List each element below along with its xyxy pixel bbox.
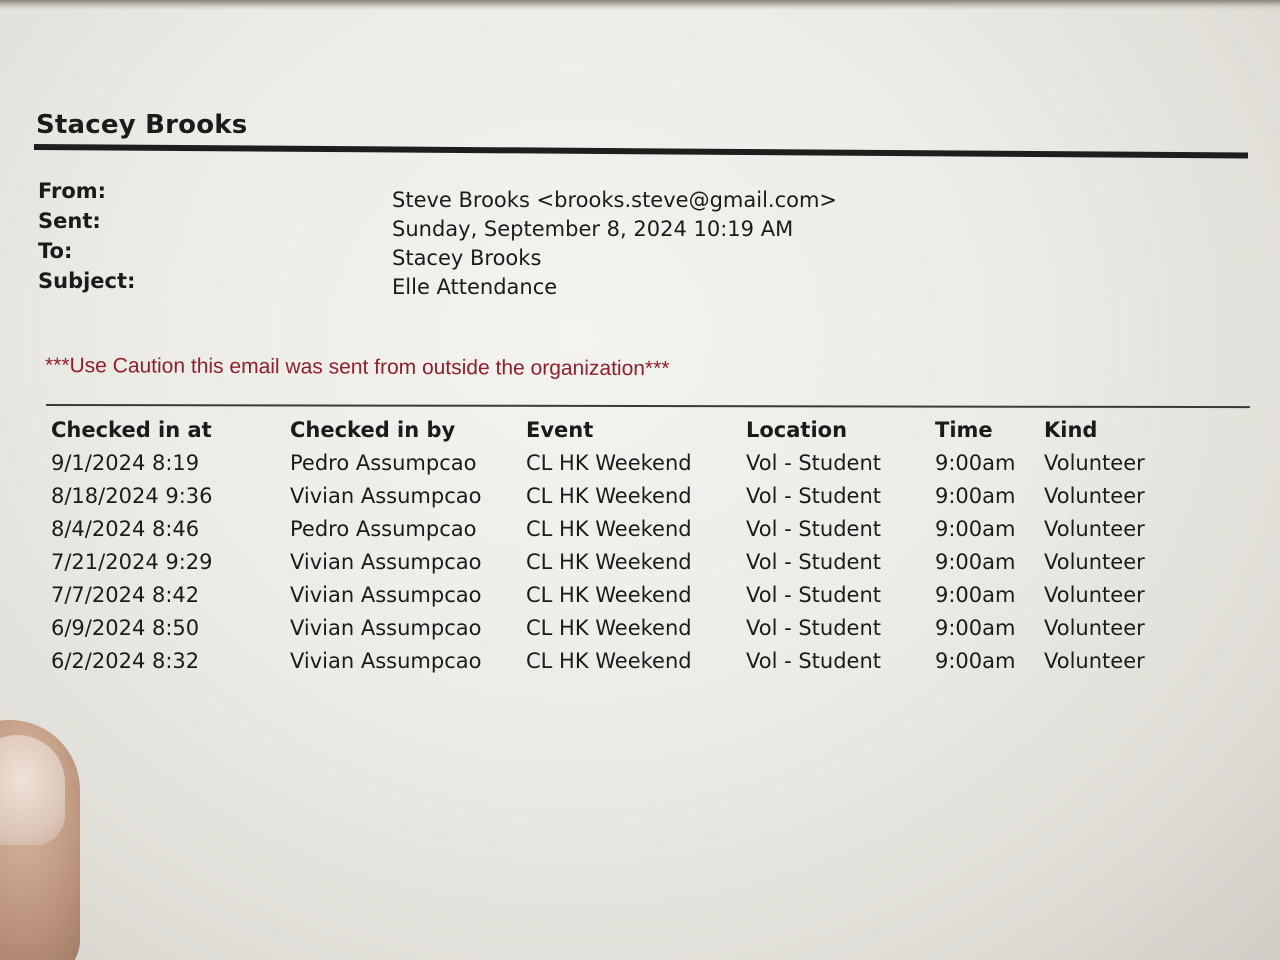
- event-cell: CL HK Weekend: [526, 616, 692, 640]
- table-row: [0, 517, 1280, 550]
- column-header: Checked in by: [290, 418, 456, 442]
- external-email-warning: ***Use Caution this email was sent from outside the organization***: [44, 354, 670, 381]
- checked-in-by-cell: Vivian Assumpcao: [290, 616, 482, 640]
- column-header: Kind: [1044, 418, 1098, 442]
- checked-in-at-cell: 7/7/2024 8:42: [51, 583, 200, 607]
- checked-in-at-cell: 6/2/2024 8:32: [51, 649, 200, 673]
- from-value: Steve Brooks <brooks.steve@gmail.com>: [392, 188, 838, 212]
- table-divider: [46, 404, 1250, 408]
- subject-label: Subject:: [38, 269, 136, 293]
- location-cell: Vol - Student: [746, 649, 882, 673]
- checked-in-at-cell: 7/21/2024 9:29: [51, 550, 213, 574]
- location-cell: Vol - Student: [746, 484, 882, 508]
- kind-cell: Volunteer: [1044, 484, 1145, 508]
- location-cell: Vol - Student: [746, 451, 882, 475]
- attendance-table: [0, 418, 1280, 682]
- kind-cell: Volunteer: [1044, 550, 1145, 574]
- event-cell: CL HK Weekend: [526, 517, 692, 541]
- location-cell: Vol - Student: [746, 616, 882, 640]
- page-title: Stacey Brooks: [36, 110, 248, 140]
- kind-cell: Volunteer: [1044, 451, 1145, 475]
- checked-in-at-cell: 9/1/2024 8:19: [51, 451, 200, 475]
- checked-in-by-cell: Vivian Assumpcao: [290, 583, 482, 607]
- kind-cell: Volunteer: [1044, 649, 1145, 673]
- time-cell: 9:00am: [935, 451, 1016, 475]
- email-header-labels: [38, 176, 135, 296]
- column-header: Time: [935, 418, 993, 442]
- table-row: [0, 583, 1280, 616]
- column-header: Location: [746, 418, 848, 442]
- location-cell: Vol - Student: [746, 583, 882, 607]
- time-cell: 9:00am: [935, 517, 1016, 541]
- sent-label: Sent:: [38, 209, 101, 233]
- kind-cell: Volunteer: [1044, 616, 1145, 640]
- checked-in-at-cell: 8/18/2024 9:36: [51, 484, 213, 508]
- event-cell: CL HK Weekend: [526, 550, 692, 574]
- kind-cell: Volunteer: [1044, 517, 1145, 541]
- time-cell: 9:00am: [935, 583, 1016, 607]
- checked-in-at-cell: 6/9/2024 8:50: [51, 616, 200, 640]
- table-row: [0, 451, 1280, 484]
- to-label: To:: [38, 239, 73, 263]
- to-value: Stacey Brooks: [392, 246, 542, 270]
- table-row: [0, 649, 1280, 682]
- checked-in-by-cell: Vivian Assumpcao: [290, 649, 482, 673]
- event-cell: CL HK Weekend: [526, 451, 692, 475]
- event-cell: CL HK Weekend: [526, 484, 692, 508]
- from-label: From:: [38, 179, 107, 203]
- subject-value: Elle Attendance: [392, 275, 558, 299]
- checked-in-by-cell: Vivian Assumpcao: [290, 484, 482, 508]
- column-header: Event: [526, 418, 594, 442]
- checked-in-at-cell: 8/4/2024 8:46: [51, 517, 200, 541]
- sent-value: Sunday, September 8, 2024 10:19 AM: [392, 217, 794, 241]
- column-header: Checked in at: [51, 418, 212, 442]
- table-row: [0, 550, 1280, 583]
- location-cell: Vol - Student: [746, 517, 882, 541]
- time-cell: 9:00am: [935, 484, 1016, 508]
- event-cell: CL HK Weekend: [526, 583, 692, 607]
- table-header-row: [0, 418, 1280, 451]
- page-top-edge: [0, 0, 1280, 10]
- table-row: [0, 484, 1280, 517]
- email-header-values: [392, 186, 837, 302]
- table-row: [0, 616, 1280, 649]
- kind-cell: Volunteer: [1044, 583, 1145, 607]
- time-cell: 9:00am: [935, 649, 1016, 673]
- title-divider: [34, 144, 1248, 158]
- checked-in-by-cell: Pedro Assumpcao: [290, 451, 477, 475]
- location-cell: Vol - Student: [746, 550, 882, 574]
- checked-in-by-cell: Pedro Assumpcao: [290, 517, 477, 541]
- event-cell: CL HK Weekend: [526, 649, 692, 673]
- time-cell: 9:00am: [935, 550, 1016, 574]
- time-cell: 9:00am: [935, 616, 1016, 640]
- checked-in-by-cell: Vivian Assumpcao: [290, 550, 482, 574]
